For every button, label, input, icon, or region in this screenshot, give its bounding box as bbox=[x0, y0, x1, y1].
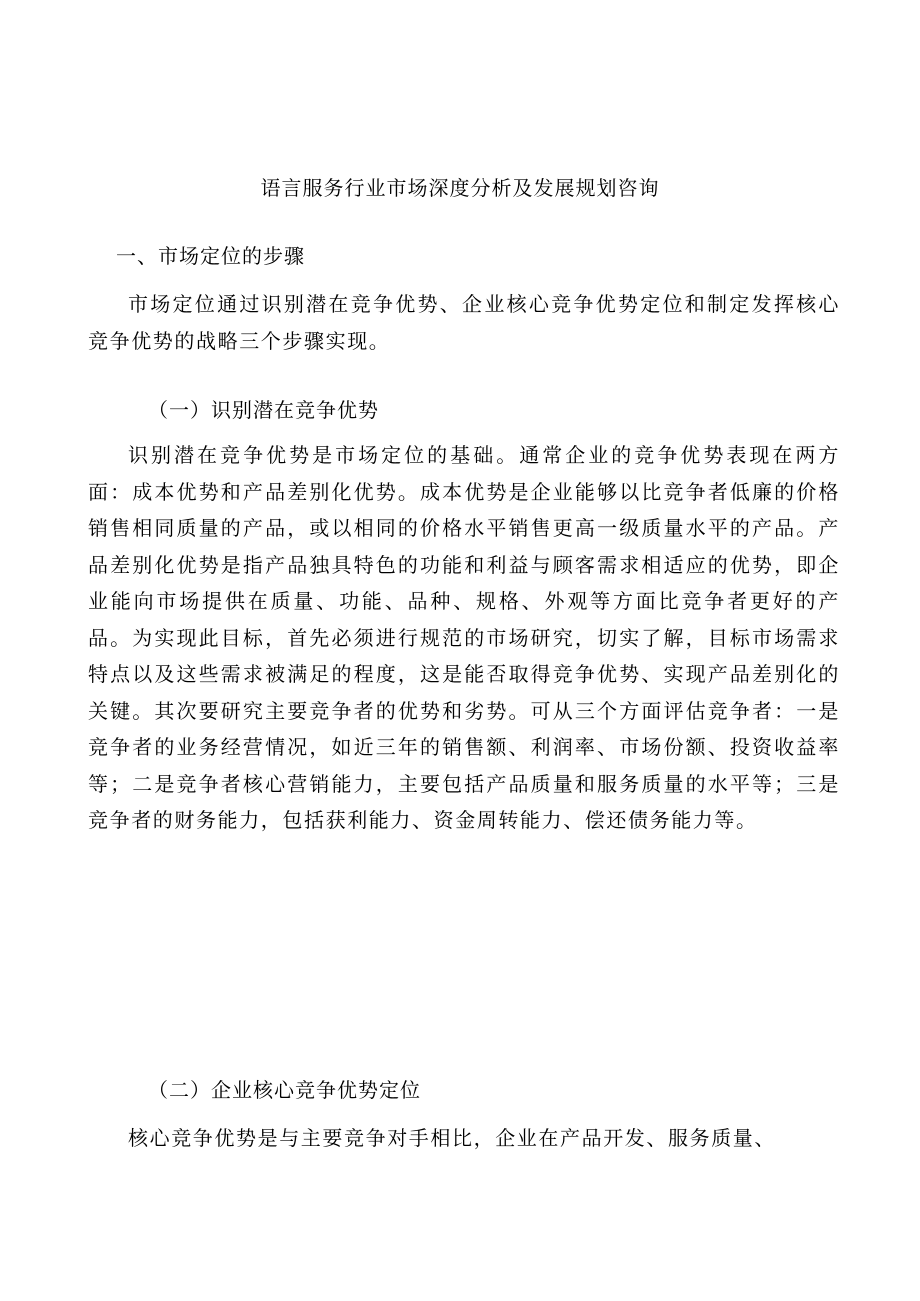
paragraph-1: 市场定位通过识别潜在竞争优势、企业核心竞争优势定位和制定发挥核心竞争优势的战略三个步骤实现。 bbox=[88, 292, 840, 353]
subsection-heading-2: （二）企业核心竞争优势定位 bbox=[148, 1078, 421, 1102]
subsection-heading-1: （一）识别潜在竞争优势 bbox=[148, 398, 379, 422]
paragraph-2: 识别潜在竞争优势是市场定位的基础。通常企业的竞争优势表现在两方面：成本优势和产品差别化优势。成本优势是企业能够以比竞争者低廉的价格销售相同质量的产品，或以相同的价格水平销售更高一级质量水平的产品。产品差别化优势是指产品独具特色的功能和利益与顾客需求相适应的优势，即企业能向市场提供在质量、功能、品种、规格、外观等方面比竞争者更好的产品。为实现此目标，首先必须进行规范的市场研究，切实了解，目标市场需求特点以及这些需求被满足的程度，这是能否取得竞争优势、实现产品差别化的关键。其次要研究主要竞争者的优势和劣势。可从三个方面评估竞争者：一是竞争者的业务经营情况，如近三年的销售额、利润率、市场份额、投资收益率等；二是竞争者核心营销能力，主要包括产品质量和服务质量的水平等；三是竞争者的财务能力，包括获利能力、资金周转能力、偿还债务能力等。 bbox=[88, 443, 840, 832]
section-heading-1: 一、市场定位的步骤 bbox=[116, 244, 305, 268]
document-title: 语言服务行业市场深度分析及发展规划咨询 bbox=[260, 176, 660, 200]
paragraph-3: 核心竞争优势是与主要竞争对手相比，企业在产品开发、服务质量、 bbox=[128, 1126, 776, 1150]
